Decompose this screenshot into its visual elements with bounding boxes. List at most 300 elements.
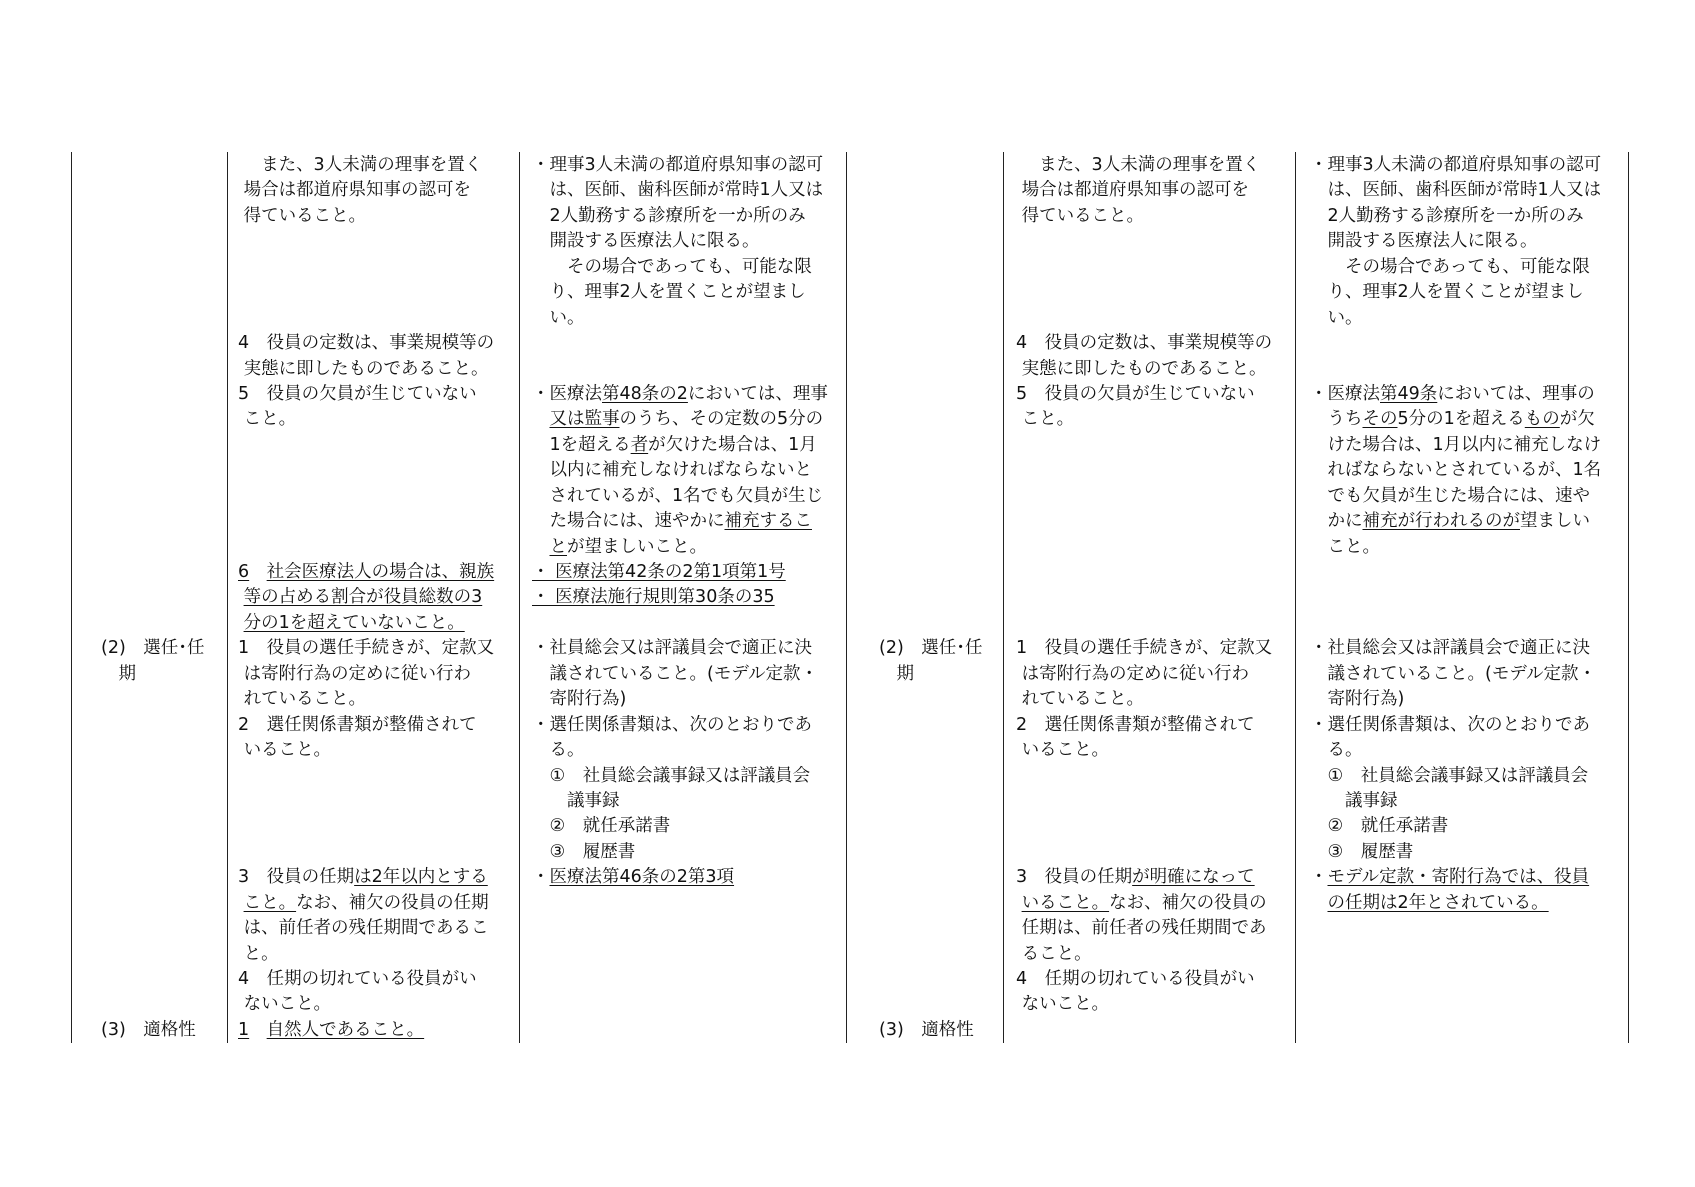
right-requirement-column <box>1016 153 1272 1018</box>
text-line <box>101 153 205 178</box>
text: は寄附行為の定めに従い行わ <box>1016 663 1250 684</box>
text-line <box>879 255 983 280</box>
text-line <box>532 585 828 610</box>
text: 議事録 <box>1310 790 1398 811</box>
left-item-column <box>101 153 205 1043</box>
text-line <box>532 814 828 839</box>
text: ればならないとされているが、1名 <box>1310 460 1602 481</box>
text-line <box>238 992 494 1017</box>
text-line <box>532 484 828 509</box>
text-line <box>879 636 983 661</box>
text-line <box>1016 840 1272 865</box>
text: けた場合は、1月以内に補充しなけ <box>1310 434 1602 455</box>
underlined-text: 第49条 <box>1380 383 1438 404</box>
text-line <box>1016 636 1272 661</box>
text-line <box>879 560 983 585</box>
text-line <box>1016 153 1272 178</box>
underlined-text: 分の1を超えていないこと。 <box>243 612 465 633</box>
text: 場合は都道府県知事の認可を <box>1016 180 1250 201</box>
text-line <box>238 738 494 763</box>
text-line <box>101 891 205 916</box>
text-line <box>238 865 494 890</box>
text-line <box>238 178 494 203</box>
text-line <box>101 178 205 203</box>
text: 2 選任関係書類が整備されて <box>238 714 477 735</box>
left-notes-column <box>532 153 828 891</box>
text-line <box>879 484 983 509</box>
text-line <box>1310 153 1601 178</box>
table-border <box>846 152 847 1043</box>
text-line <box>1310 636 1601 661</box>
underlined-text: その <box>1362 409 1398 430</box>
text-line <box>1016 306 1272 331</box>
text: ② 就任承諾書 <box>1310 816 1449 837</box>
text: ・理事3人未満の都道府県知事の認可 <box>1310 155 1602 175</box>
text-line <box>1310 535 1601 560</box>
text-line <box>101 484 205 509</box>
text: た場合には、速やかに <box>532 511 725 532</box>
text: 任期は、前任者の残任期間であ <box>1016 918 1267 939</box>
table-border <box>1628 152 1629 1043</box>
text: 議事録 <box>532 790 620 811</box>
text-line <box>1310 357 1601 382</box>
text-line <box>238 458 494 483</box>
text-line <box>101 255 205 280</box>
text-line <box>1310 178 1601 203</box>
underlined-text: 等の占める割合が役員総数の3 <box>243 587 483 608</box>
text-line <box>1016 255 1272 280</box>
text-line <box>879 178 983 203</box>
text-line <box>879 662 983 687</box>
text: 開設する医療法人に限る。 <box>1310 231 1538 252</box>
text <box>1310 893 1328 913</box>
underlined-text: 6 <box>238 562 250 582</box>
text-line <box>101 611 205 636</box>
text: 得ていること。 <box>238 205 367 226</box>
underlined-text: 自然人であること。 <box>266 1019 425 1040</box>
text-line <box>238 687 494 712</box>
text: されているが、1名でも欠員が生じ <box>532 485 824 506</box>
text-line <box>879 916 983 941</box>
text: 5 役員の欠員が生じていない <box>238 383 477 404</box>
underlined-text: 1 <box>238 1019 250 1040</box>
text-line <box>101 306 205 331</box>
text-line <box>238 713 494 738</box>
text-line <box>879 891 983 916</box>
underlined-text: 者 <box>630 434 649 455</box>
text: いること。 <box>238 740 332 761</box>
text-line <box>1310 585 1601 610</box>
text-line <box>1016 967 1272 992</box>
text-line <box>1310 764 1601 789</box>
text-line <box>1310 433 1601 458</box>
text: においては、理事の <box>1437 383 1595 404</box>
text-line <box>238 382 494 407</box>
text: 1 役員の選任手続きが、定款又 <box>238 638 495 659</box>
text-line <box>532 509 828 534</box>
text-line <box>532 331 828 356</box>
text-line <box>1016 458 1272 483</box>
text: ・ <box>532 867 550 888</box>
underlined-text: 医療法第46条の2第3項 <box>549 867 735 888</box>
text-line <box>101 331 205 356</box>
text-line <box>532 306 828 331</box>
text-line <box>101 458 205 483</box>
text: 実態に即したものであること。 <box>238 358 489 379</box>
text-line <box>1310 891 1601 916</box>
text-line <box>532 636 828 661</box>
underlined-text: の任期は2年とされている。 <box>1327 892 1549 913</box>
text-line <box>238 331 494 356</box>
text: また、3人未満の理事を置く <box>238 155 483 175</box>
text-line <box>238 585 494 610</box>
text: ・理事3人未満の都道府県知事の認可 <box>532 155 824 175</box>
text-line <box>1310 789 1601 814</box>
text-line <box>101 764 205 789</box>
text-line <box>879 229 983 254</box>
text-line <box>101 916 205 941</box>
text: 場合は都道府県知事の認可を <box>238 180 472 201</box>
text: ・医療法 <box>1310 383 1380 404</box>
text-line <box>532 560 828 585</box>
text-line <box>101 636 205 661</box>
text-line <box>1016 484 1272 509</box>
underlined-text: は2年以内とする <box>354 867 488 888</box>
text: こと。 <box>238 409 297 430</box>
text-line <box>532 687 828 712</box>
text-line <box>532 255 828 280</box>
text: 3 役員の任期 <box>238 867 355 888</box>
table-border <box>519 152 520 1043</box>
text <box>532 537 550 557</box>
text: い。 <box>532 307 585 328</box>
text <box>532 409 550 429</box>
text: 期 <box>101 663 136 684</box>
text-line <box>879 204 983 229</box>
text-line <box>238 891 494 916</box>
text-line <box>879 357 983 382</box>
text-line <box>101 560 205 585</box>
text-line <box>101 535 205 560</box>
text-line <box>1310 484 1601 509</box>
text: 議されていること。(モデル定款・ <box>1310 663 1596 684</box>
text-line <box>101 840 205 865</box>
text-line <box>1310 331 1601 356</box>
text-line <box>238 814 494 839</box>
text: り、理事2人を置くことが望まし <box>1310 282 1584 303</box>
text-line <box>1016 357 1272 382</box>
text-line <box>238 1018 494 1043</box>
text-line <box>238 636 494 661</box>
text-line <box>101 662 205 687</box>
text: ・選任関係書類は、次のとおりであ <box>1310 714 1590 735</box>
text-line <box>532 458 828 483</box>
text: 実態に即したものであること。 <box>1016 358 1267 379</box>
text-line <box>532 178 828 203</box>
text-line <box>532 840 828 865</box>
text-line <box>1016 433 1272 458</box>
text-line <box>1016 382 1272 407</box>
underlined-text: 又は監事 <box>549 409 620 430</box>
text-line <box>1310 306 1601 331</box>
text: なお、補欠の役員の <box>1109 892 1267 913</box>
text-line <box>238 789 494 814</box>
text-line <box>1016 789 1272 814</box>
text-line <box>879 458 983 483</box>
text: 5分の1を超える <box>1397 409 1525 430</box>
underlined-text: もの <box>1524 409 1560 430</box>
underlined-text: 第48条の2 <box>602 383 688 404</box>
text-line <box>1016 331 1272 356</box>
text: 得ていること。 <box>1016 205 1145 226</box>
underlined-text: いること。 <box>1021 892 1110 913</box>
text-line <box>101 204 205 229</box>
text-line <box>238 433 494 458</box>
text-line <box>1310 229 1601 254</box>
text-line <box>1016 535 1272 560</box>
text-line <box>101 585 205 610</box>
text-line <box>532 611 828 636</box>
text: る。 <box>1310 740 1363 761</box>
underlined-text: 補充するこ <box>724 511 812 532</box>
text-line <box>1016 229 1272 254</box>
text-line <box>532 229 828 254</box>
text: ・医療法 <box>532 383 602 404</box>
text-line <box>101 229 205 254</box>
underlined-text: ・ 医療法施行規則第30条の35 <box>532 587 775 608</box>
text: こと。 <box>1310 536 1380 557</box>
text-line <box>1016 611 1272 636</box>
text-line <box>1016 407 1272 432</box>
text-line <box>238 255 494 280</box>
text-line <box>879 992 983 1017</box>
text: は、前任者の残任期間であるこ <box>238 918 489 939</box>
text-line <box>879 967 983 992</box>
table-border <box>1003 152 1004 1043</box>
text-line <box>1016 738 1272 763</box>
text: 2人勤務する診療所を一か所のみ <box>532 205 806 226</box>
text-line <box>101 509 205 534</box>
text-line <box>101 433 205 458</box>
text-line <box>532 280 828 305</box>
text: かに <box>1310 511 1363 532</box>
text-line <box>101 687 205 712</box>
text: でも欠員が生じた場合には、速や <box>1310 485 1590 506</box>
text-line <box>238 153 494 178</box>
text-line <box>532 662 828 687</box>
text-line <box>532 357 828 382</box>
text-line <box>238 306 494 331</box>
text-line <box>238 535 494 560</box>
text-line <box>101 865 205 890</box>
text-line <box>238 229 494 254</box>
text-line <box>1016 942 1272 967</box>
text: ないこと。 <box>238 994 332 1015</box>
right-item-column <box>879 153 983 1043</box>
text-line <box>532 382 828 407</box>
text-line <box>238 916 494 941</box>
text: 3 役員の任期 <box>1016 867 1133 888</box>
text-line <box>1310 611 1601 636</box>
text-line <box>1310 662 1601 687</box>
text-line <box>101 789 205 814</box>
text-line <box>532 535 828 560</box>
text-line <box>532 153 828 178</box>
text: れていること。 <box>238 689 367 710</box>
text: その場合であっても、可能な限 <box>1310 256 1590 277</box>
text: 4 役員の定数は、事業規模等の <box>1016 333 1273 354</box>
text-line <box>1016 662 1272 687</box>
text-line <box>1310 560 1601 585</box>
text: ③ 履歴書 <box>532 841 636 862</box>
text: が望ましいこと。 <box>567 536 707 557</box>
text-line <box>238 560 494 585</box>
text-line <box>1310 407 1601 432</box>
text: 期 <box>879 663 914 684</box>
text: (2) 選任･任 <box>879 638 983 659</box>
text-line <box>1016 560 1272 585</box>
text: り、理事2人を置くことが望まし <box>532 282 806 303</box>
text-line <box>101 357 205 382</box>
text-line <box>1016 509 1272 534</box>
text: その場合であっても、可能な限 <box>532 256 812 277</box>
text-line <box>238 967 494 992</box>
text: と。 <box>238 943 279 964</box>
text-line <box>101 942 205 967</box>
text: 2人勤務する診療所を一か所のみ <box>1310 205 1584 226</box>
text: いること。 <box>1016 740 1110 761</box>
text-line <box>101 713 205 738</box>
underlined-text: ・ 医療法第42条の2第1項第1号 <box>532 562 786 582</box>
text: 1 役員の選任手続きが、定款又 <box>1016 638 1273 659</box>
text-line <box>238 840 494 865</box>
text-line <box>532 407 828 432</box>
text-line <box>238 942 494 967</box>
table-border <box>1295 152 1296 1043</box>
text-line <box>879 306 983 331</box>
text-line <box>1310 713 1601 738</box>
text: ・社員総会又は評議員会で適正に決 <box>1310 638 1590 659</box>
text-line <box>879 687 983 712</box>
text-line <box>532 865 828 890</box>
text-line <box>879 840 983 865</box>
text-line <box>238 357 494 382</box>
text-line <box>879 713 983 738</box>
text: は寄附行為の定めに従い行わ <box>238 663 472 684</box>
text: こと。 <box>1016 409 1075 430</box>
text-line <box>101 738 205 763</box>
text: い。 <box>1310 307 1363 328</box>
text-line <box>101 967 205 992</box>
text: また、3人未満の理事を置く <box>1016 155 1261 175</box>
text: ・社員総会又は評議員会で適正に決 <box>532 638 812 659</box>
text: ないこと。 <box>1016 994 1110 1015</box>
text-line <box>1016 865 1272 890</box>
text-line <box>1310 382 1601 407</box>
text: 4 役員の定数は、事業規模等の <box>238 333 495 354</box>
text-line <box>532 433 828 458</box>
text-line <box>532 764 828 789</box>
text-line <box>1310 738 1601 763</box>
text-line <box>1016 891 1272 916</box>
text-line <box>879 1018 983 1043</box>
text: る。 <box>532 740 585 761</box>
text-line <box>1310 255 1601 280</box>
text-line <box>101 407 205 432</box>
text: 1を超える <box>532 434 631 455</box>
text-line <box>879 535 983 560</box>
text-line <box>1310 814 1601 839</box>
text: のうち、その定数の5分の <box>619 409 824 430</box>
text-line <box>879 433 983 458</box>
underlined-text: 補充が行われるのが <box>1362 511 1520 532</box>
text: (2) 選任･任 <box>101 638 205 659</box>
text-line <box>532 738 828 763</box>
text: は、医師、歯科医師が常時1人又は <box>1310 180 1602 201</box>
text: 望ましい <box>1520 511 1590 532</box>
left-requirement-column <box>238 153 494 1043</box>
text: ① 社員総会議事録又は評議員会 <box>532 765 811 786</box>
text-line <box>238 611 494 636</box>
text-line <box>1310 509 1601 534</box>
text-line <box>238 509 494 534</box>
text: (3) 適格性 <box>101 1019 196 1040</box>
text-line <box>879 611 983 636</box>
text-line <box>879 764 983 789</box>
text-line <box>1310 204 1601 229</box>
text-line <box>532 204 828 229</box>
text: ・ <box>1310 867 1328 888</box>
text-line <box>1310 865 1601 890</box>
text: 2 選任関係書類が整備されて <box>1016 714 1255 735</box>
text: 寄附行為) <box>1310 689 1405 710</box>
text-line <box>1016 204 1272 229</box>
text-line <box>1016 687 1272 712</box>
text-line <box>1016 713 1272 738</box>
text-line <box>879 509 983 534</box>
text: においては、理事 <box>687 383 828 404</box>
text: 寄附行為) <box>532 689 627 710</box>
text-line <box>1310 280 1601 305</box>
text-line <box>532 789 828 814</box>
text-line <box>1310 687 1601 712</box>
underlined-text: と <box>549 536 567 557</box>
text: 4 任期の切れている役員がい <box>1016 969 1255 989</box>
text: ② 就任承諾書 <box>532 816 671 837</box>
text-line <box>532 713 828 738</box>
text-line <box>101 280 205 305</box>
text: 以内に補充しなければならないと <box>532 460 812 481</box>
text: 開設する医療法人に限る。 <box>532 231 760 252</box>
text-line <box>879 331 983 356</box>
text-line <box>879 789 983 814</box>
text: ・選任関係書類は、次のとおりであ <box>532 714 812 735</box>
text-line <box>238 764 494 789</box>
underlined-text: 社会医療法人の場合は、親族 <box>266 562 495 582</box>
text: ること。 <box>1016 943 1092 964</box>
text-line <box>879 738 983 763</box>
text-line <box>879 865 983 890</box>
text-line <box>1016 992 1272 1017</box>
text: ③ 履歴書 <box>1310 841 1414 862</box>
text: うち <box>1310 409 1363 430</box>
text-line <box>1016 814 1272 839</box>
text-line <box>879 407 983 432</box>
text-line <box>238 280 494 305</box>
text-line <box>101 814 205 839</box>
text: が欠 <box>1559 409 1595 430</box>
text: が欠けた場合は、1月 <box>648 434 817 455</box>
